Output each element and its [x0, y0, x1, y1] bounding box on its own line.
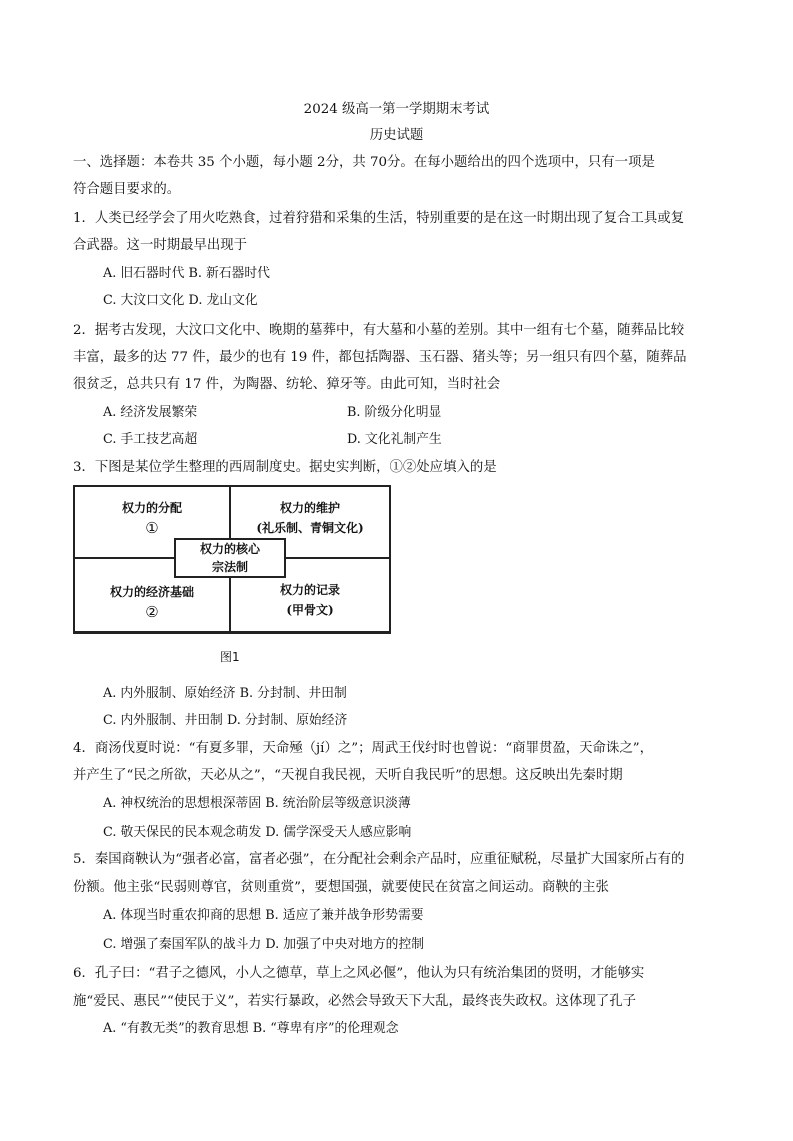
q4-option-c: C. 敬天保民的民本观念萌发 D. 儒学深受天人感应影响: [103, 825, 412, 840]
q6-option-b: B. “尊卑有序”的伦理观念: [252, 1021, 399, 1036]
q1-option-a: A. 旧石器时代 B. 新石器时代: [103, 266, 270, 281]
diagram-box-maintenance-title: 权力的维护: [279, 501, 340, 515]
q2-option-a: A. 经济发展繁荣: [103, 405, 198, 420]
q3-option-d: D. 分封制、原始经济: [226, 713, 348, 728]
q6-stem-line1: 6．孔子曰：“君子之德风，小人之德草，草上之风必偃”，他认为只有统治集团的贤明，才能够实: [73, 966, 645, 981]
q5-option-a: A. 体现当时重农抑商的思想 B. 适应了兼并战争形势需要: [103, 908, 424, 923]
q2-option-d: D. 文化礼制产生: [347, 432, 442, 447]
q1-stem-line2: 合武器。这一时期最早出现于: [73, 238, 248, 253]
q4-option-a: A. 神权统治的思想根深蒂固 B. 统治阶层等级意识淡薄: [103, 796, 411, 811]
diagram-box-core-sub: 宗法制: [211, 560, 248, 574]
q2-stem-line3: 很贫乏，总共只有 17 件，为陶器、纺轮、獐牙等。由此可知，当时社会: [73, 377, 501, 392]
diagram-box-core: [174, 538, 286, 578]
q4-stem-line2: 并产生了“民之所欲，天必从之”，“天视自我民视，天听自我民听”的思想。这反映出先秦时期: [73, 768, 623, 783]
q2-stem-line1: 2．据考古发现，大汶口文化中、晚期的墓葬中，有大墓和小墓的差别。其中一组有七个墓，随葬品比较: [73, 323, 685, 338]
diagram-box-core-title: 权力的核心: [199, 542, 260, 556]
section-instruction-line1: 一、选择题：本卷共 35 个小题，每小题 2分，共 70分。在每小题给出的四个选项中，只有一项是: [73, 155, 655, 170]
exam-title: 2024 级高一第一学期期末考试: [303, 102, 490, 117]
diagram-box-record-sub: (甲骨文): [286, 603, 334, 617]
q6-stem-line2: 施“爱民、惠民”“使民于义”，若实行暴政，必然会导致天下大乱，最终丧失政权。这体现了孔子: [73, 994, 637, 1009]
q5-option-d: D. 加强了中央对地方的控制: [265, 937, 425, 952]
q2-option-c: C. 手工技艺高超: [103, 432, 198, 447]
q5-stem-line1: 5．秦国商鞅认为“强者必富，富者必强”，在分配社会剩余产品时，应重征赋税，尽量扩大国家所占有的: [73, 852, 685, 867]
q6-option-a: A. “有教无类”的教育思想 B. “尊卑有序”的伦理观念: [103, 1021, 399, 1036]
q4-stem-line1: 4．商汤伐夏时说：“有夏多罪，天命殛（jí）之”；周武王伐纣时也曾说：“商罪贯盈，天命诛之”，: [73, 741, 653, 756]
diagram-box-distribution-title: 权力的分配: [121, 501, 182, 515]
q5-option-b: B. 适应了兼并战争形势需要: [265, 908, 424, 923]
q1-stem-line1: 1．人类已经学会了用火吃熟食，过着狩猎和采集的生活，特别重要的是在这一时期出现了复合工具或复: [73, 211, 685, 226]
q3-option-b: B. 分封制、井田制: [239, 686, 347, 701]
diagram-blank-2: ②: [145, 603, 159, 621]
q1-option-b: B. 新石器时代: [188, 266, 270, 281]
q5-stem-line2: 份额。他主张“民弱则尊官，贫则重赏”，要想国强，就要使民在贫富之间运动。商鞅的主张: [73, 880, 609, 895]
q3-option-c: C. 内外服制、井田制 D. 分封制、原始经济: [103, 713, 348, 728]
q1-option-d: D. 龙山文化: [188, 293, 258, 308]
q5-option-c: C. 增强了秦国军队的战斗力 D. 加强了中央对地方的控制: [103, 937, 425, 952]
western-zhou-system-diagram: [73, 485, 391, 635]
q4-option-d: D. 儒学深受天人感应影响: [265, 825, 412, 840]
q4-option-b: B. 统治阶层等级意识淡薄: [265, 796, 411, 811]
figure-caption: 图1: [220, 650, 240, 664]
q3-option-a: A. 内外服制、原始经济 B. 分封制、井田制: [103, 686, 347, 701]
q2-option-b: B. 阶级分化明显: [347, 405, 442, 420]
section-instruction-line2: 符合题目要求的。: [73, 182, 181, 197]
q2-stem-line2: 丰富，最多的达 77 件，最少的也有 19 件，都包括陶器、玉石器、猪头等；另一组只有四个墓，随葬品: [73, 350, 687, 365]
diagram-box-maintenance-sub: (礼乐制、青铜文化): [256, 521, 364, 535]
diagram-box-economic-base-title: 权力的经济基础: [109, 585, 194, 599]
q3-stem: 3．下图是某位学生整理的西周制度史。据史实判断，①②处应填入的是: [73, 460, 497, 475]
diagram-box-record-title: 权力的记录: [279, 583, 340, 597]
q1-option-c: C. 大汶口文化 D. 龙山文化: [103, 293, 258, 308]
subject-title: 历史试题: [369, 128, 424, 143]
diagram-bottom-border: [73, 631, 391, 634]
diagram-blank-1: ①: [145, 519, 159, 537]
